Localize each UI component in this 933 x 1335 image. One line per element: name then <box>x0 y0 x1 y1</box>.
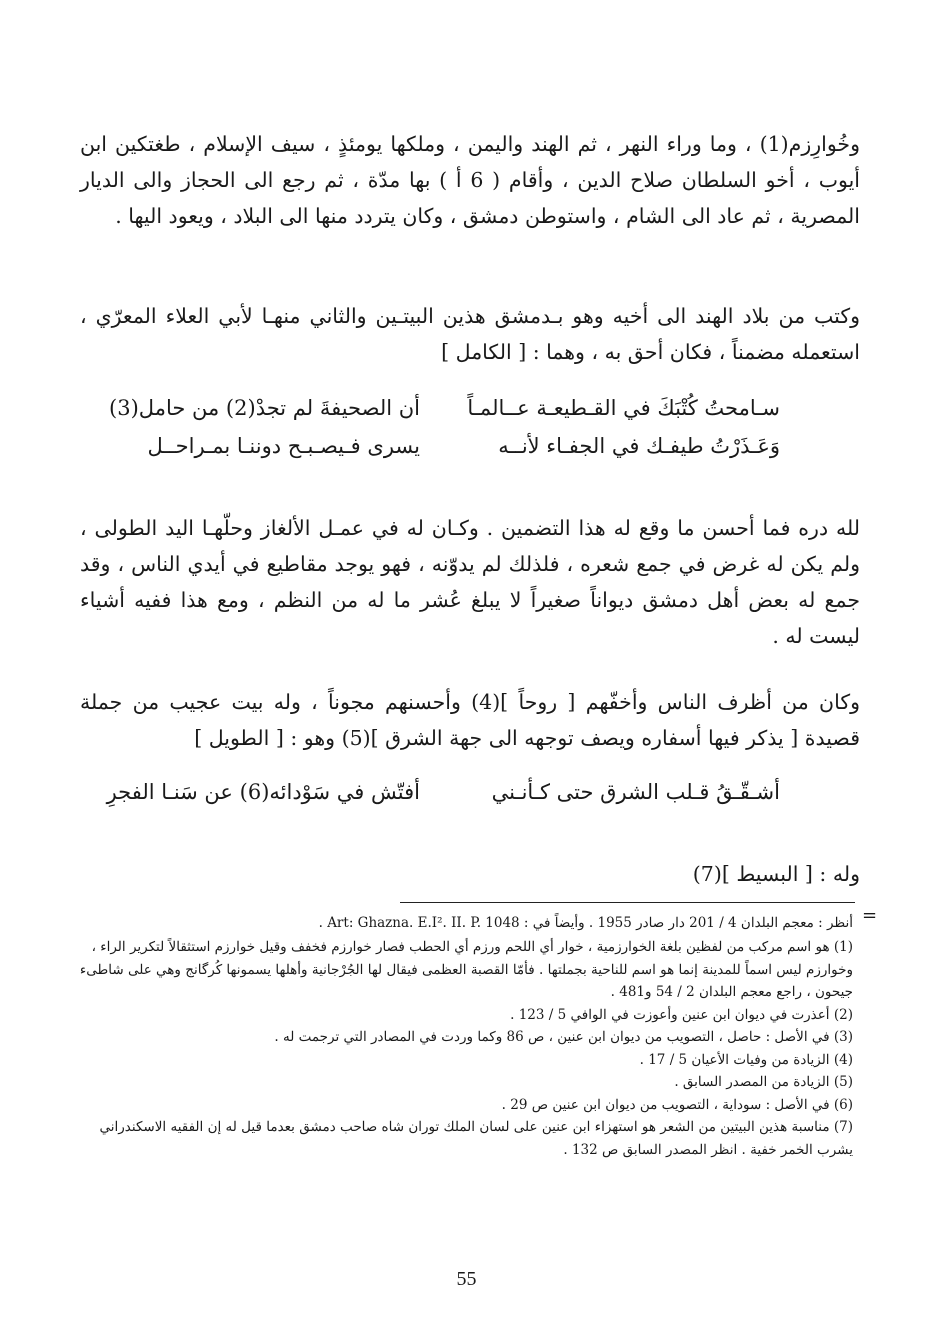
footnotes-list <box>68 936 853 1161</box>
verse-1-first-hemistich: سـامحتُ كُتْبَكَ في القـطيعـة عــالمـاً <box>467 396 780 420</box>
footnote-1: (1) هو اسم مركب من لفظين بلغة الخوارزمية ، خوار أي اللحم ورزم أي الحطب فصار خوارزم فخفف وقيل خوارزم استثقالاً لتكرير الراء ، وخوارزم ليس اسماً للمدينة إنما هو اسم للناحية بجملتها . فأمّا القصبة العظمى فيقال لها الجُرْجانية وأهلها يسمونها كُرگانج وهي على شاطىء جيحون ، راجع معجم البلدان 2 / 54 و481 . <box>79 939 853 1000</box>
footnote-5: (5) الزيادة من المصدر السابق . <box>674 1074 853 1090</box>
verse-line-2 <box>80 428 780 464</box>
verse-3-first-hemistich: أشـقّـقُ قـلب الشرق حتى كـأنـني <box>491 780 780 804</box>
paragraph-5: وله : [ البسيط ](7) <box>692 862 860 886</box>
paragraph-1: وخُوارِزم(1) ، وما وراء النهر ، ثم الهند واليمن ، وملكها يومئذٍ ، سيف الإسلام ، طغتكين ابن أيوب ، أخو السلطان صلاح الدين ، وأقام ( 6 أ ) بها مدّة ، ثم رجع الى الحجاز والى الديار المصرية ، ثم عاد الى الشام ، واستوطن دمشق ، وكان يتردد منها الى البلاد ، ويعود اليها . <box>80 132 860 228</box>
verse-line-3 <box>80 774 780 810</box>
margin-mark: = <box>862 905 878 926</box>
footnote-3: (3) في الأصل : حاصل ، التصويب من ديوان ابن عنين ، ص 86 وكما وردت في المصادر التي ترجمت له . <box>274 1029 853 1045</box>
paragraph-2: وكتب من بلاد الهند الى أخيه وهو بـدمشق هذين البيتـين والثاني منهـا لأبي العلاء المعرّي ، استعمله مضمناً ، فكان أحق به ، وهما : [ الكامل ] <box>80 304 860 364</box>
page-number: 55 <box>456 1268 477 1290</box>
verse-2-first-hemistich: وَعَـذَرْتُ طيفـك في الجفـاء لأنــه <box>498 434 780 458</box>
paragraph-4: وكان من أظرف الناس وأخفّهم [ روحاً ](4) وأحسنهم مجوناً ، وله بيت عجيب من جملة قصيدة [ يذكر فيها أسفاره ويصف توجهه الى جهة الشرق ](5) وهو : [ الطويل ] <box>80 690 860 750</box>
footnote-separator <box>400 902 855 903</box>
footnote-6: (6) في الأصل : سوداية ، التصويب من ديوان ابن عنين ص 29 . <box>501 1096 853 1113</box>
footnote-7: (7) مناسبة هذين البيتين من الشعر هو استهزاء ابن عنين على لسان الملك توران شاه صاحب دمشق بعدما قيل له إن الفقيه الاسكندراني يشرب الخمر خفية . انظر المصدر السابق ص 132 . <box>99 1119 853 1158</box>
verse-1-second-hemistich: أن الصحيفةَ لم تجدْ(2) من حامل(3) <box>109 396 420 420</box>
paragraph-3: لله دره فما أحسن ما وقع له هذا التضمين . وكـان له في عمـل الألغاز وحلّهـا اليد الطولى ، ولم يكن له غرض في جمع شعره ، فلذلك لم يدوّنه ، فهو يوجد مقاطيع في أيدي الناس ، وقد جمع له بعض أهل دمشق ديواناً صغيراً لا يبلغ عُشر ما له من النظم ، ومع هذا ففيه أشياء ليست له . <box>80 516 860 648</box>
footnote-source: أنظر : معجم البلدان 4 / 201 دار صادر 1955 . وأيضاً في : Art: Ghazna. E.I². II. P. 1048 . <box>318 915 853 931</box>
verse-line-1 <box>80 390 780 426</box>
footnote-4: (4) الزيادة من وفيات الأعيان 5 / 17 . <box>639 1051 853 1068</box>
verse-3-second-hemistich: أفتّش في سَوْدائه(6) عن سَنـا الفجرِ <box>106 780 420 804</box>
footnote-2: (2) أعذرت في ديوان ابن عنين وأعوزت في الوافي 5 / 123 . <box>510 1006 853 1023</box>
verse-2-second-hemistich: يسرى فـيصـبـح دوننـا بمـراحــل <box>147 434 420 458</box>
